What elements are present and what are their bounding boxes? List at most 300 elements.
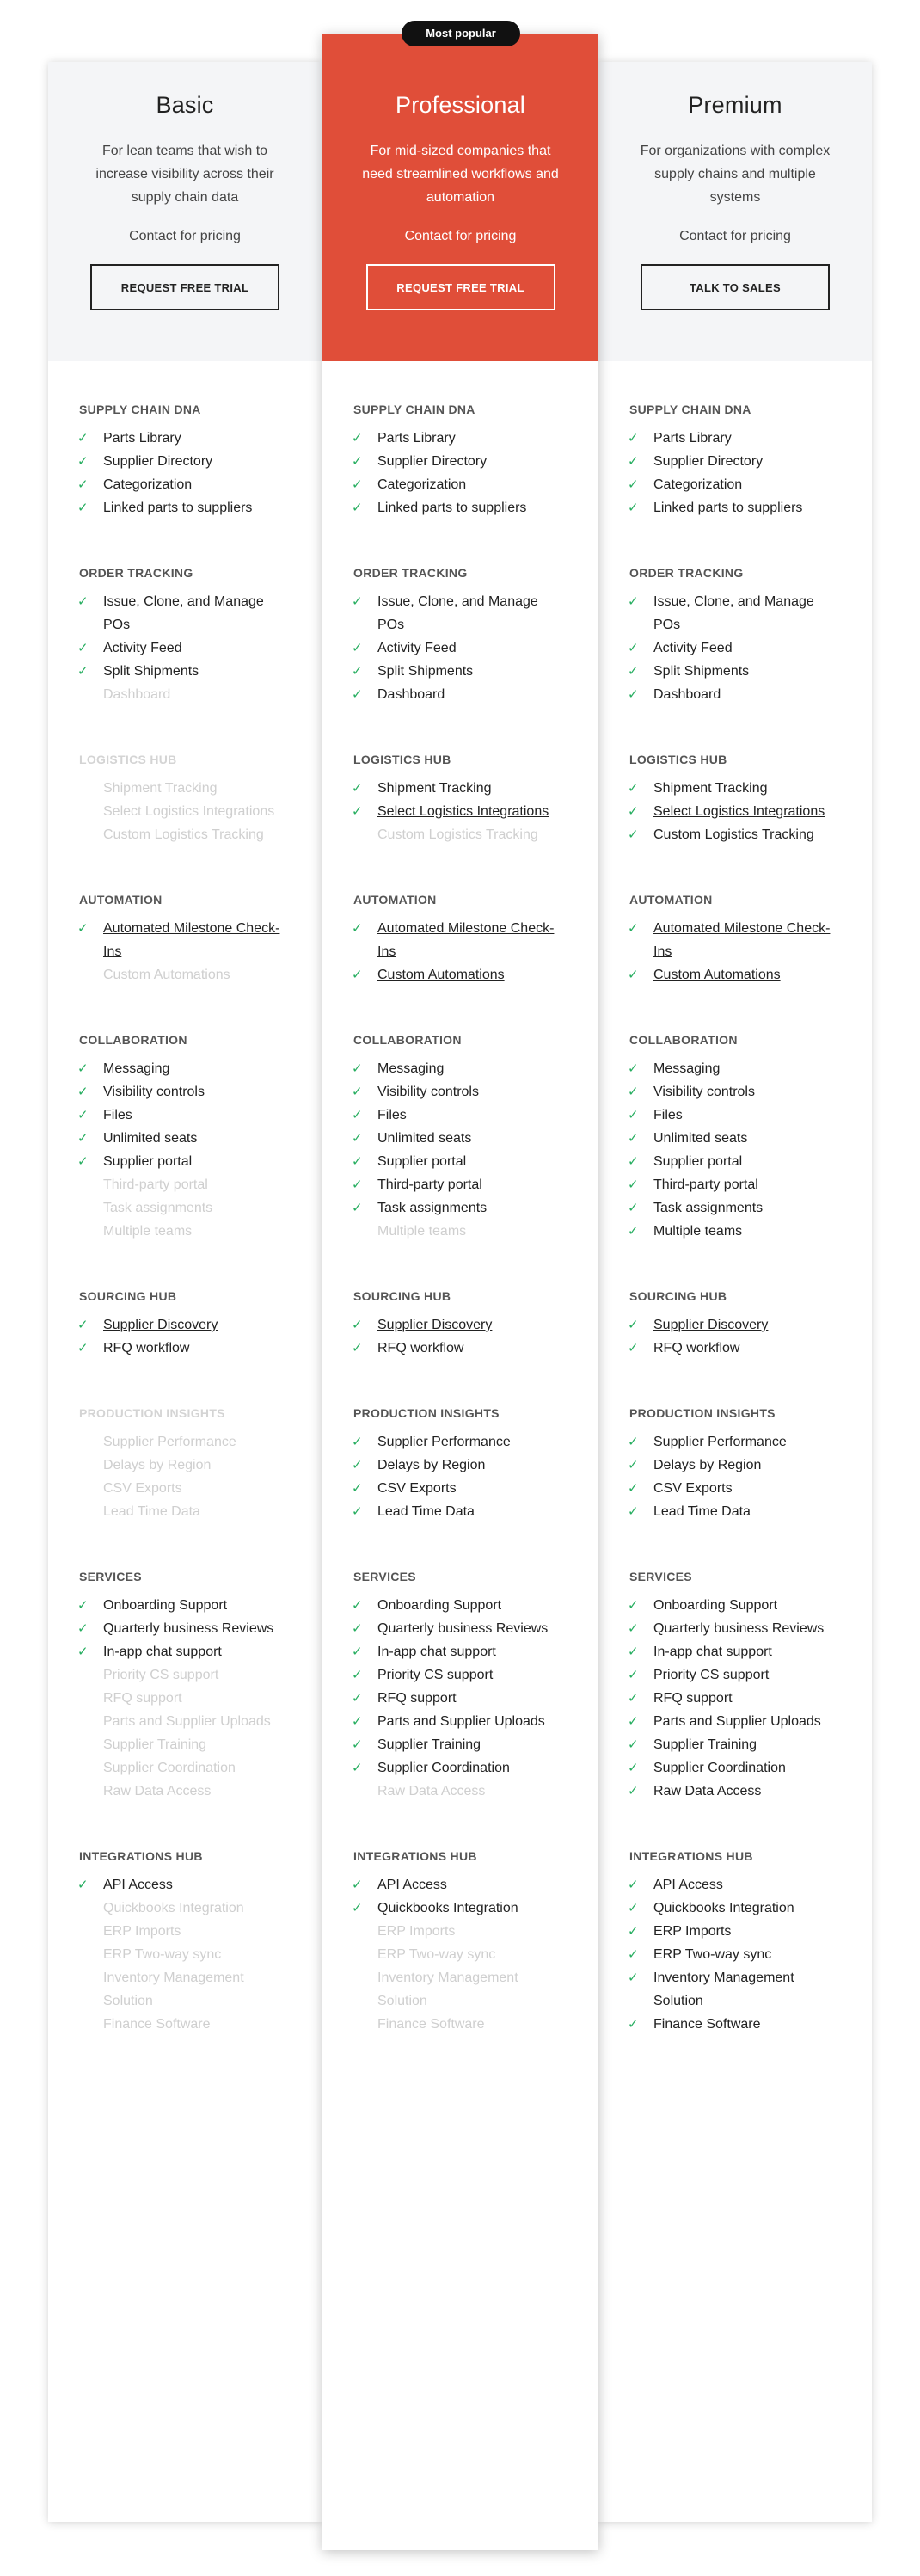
- feature-label: RFQ support: [653, 1691, 733, 1706]
- section-title: SUPPLY CHAIN DNA: [629, 403, 751, 416]
- feature-item: [352, 1454, 567, 1477]
- check-icon: ✓: [628, 1154, 639, 1169]
- check-icon: ✓: [352, 1458, 363, 1472]
- section-title: INTEGRATIONS HUB: [353, 1849, 477, 1863]
- feature-label: Quarterly business Reviews: [653, 1621, 825, 1636]
- feature-label: Quickbooks Integration: [653, 1901, 794, 1915]
- feature-item: [628, 450, 843, 473]
- check-icon: ✓: [628, 1085, 639, 1099]
- feature-label: Priority CS support: [103, 1668, 219, 1682]
- check-icon: ✓: [77, 477, 89, 492]
- feature-list: [322, 361, 598, 2036]
- feature-item: [628, 2013, 843, 2036]
- feature-item[interactable]: [352, 800, 567, 823]
- plan-card-premium: [598, 62, 872, 2522]
- feature-label: CSV Exports: [653, 1481, 733, 1496]
- check-icon: ✓: [352, 1154, 363, 1169]
- feature-label: Raw Data Access: [377, 1784, 486, 1798]
- feature-item: [352, 1080, 567, 1104]
- feature-label: Custom Logistics Tracking: [103, 827, 264, 842]
- feature-label: Split Shipments: [377, 664, 474, 679]
- feature-label: ERP Imports: [653, 1924, 732, 1939]
- feature-label: Shipment Tracking: [103, 781, 218, 796]
- section-title: COLLABORATION: [629, 1033, 738, 1047]
- feature-label: Parts Library: [377, 431, 456, 446]
- feature-label: Files: [653, 1108, 683, 1122]
- feature-label: Supplier Coordination: [653, 1761, 786, 1775]
- feature-section: [628, 1566, 855, 1803]
- feature-item: [77, 1594, 292, 1617]
- section-title: SOURCING HUB: [353, 1289, 451, 1303]
- check-icon: ✓: [352, 1201, 363, 1215]
- feature-item: [77, 1220, 292, 1243]
- check-icon: ✓: [352, 454, 363, 469]
- request-free-trial-button[interactable]: REQUEST FREE TRIAL: [366, 264, 555, 310]
- check-icon: ✓: [628, 1341, 639, 1356]
- check-icon: ✓: [628, 664, 639, 679]
- plan-description: For lean teams that wish to increase visibility across their supply chain data: [95, 144, 274, 205]
- feature-label: Visibility controls: [377, 1085, 479, 1099]
- feature-label: Supplier portal: [653, 1154, 743, 1169]
- feature-item[interactable]: [628, 1313, 843, 1337]
- feature-item: [352, 1733, 567, 1756]
- feature-label: Dashboard: [377, 687, 445, 702]
- feature-link[interactable]: Custom Automations: [653, 968, 781, 982]
- check-icon: ✓: [628, 501, 639, 515]
- feature-label: Third-party portal: [103, 1177, 208, 1192]
- feature-link[interactable]: Supplier Discovery: [653, 1318, 769, 1332]
- feature-item: [352, 1430, 567, 1454]
- feature-item: [628, 1897, 843, 1920]
- feature-item: [628, 1127, 843, 1150]
- feature-item: [352, 1663, 567, 1687]
- check-icon: ✓: [628, 1737, 639, 1752]
- feature-label: Parts and Supplier Uploads: [377, 1714, 545, 1729]
- feature-item: [77, 1710, 292, 1733]
- feature-label: Messaging: [377, 1061, 445, 1076]
- check-icon: ✓: [628, 1924, 639, 1939]
- feature-list: [598, 361, 872, 2036]
- feature-section: [77, 1030, 304, 1243]
- feature-label: Finance Software: [377, 2017, 485, 2032]
- feature-label: Supplier Performance: [377, 1435, 511, 1449]
- feature-item: [352, 1173, 567, 1196]
- section-title: SOURCING HUB: [79, 1289, 177, 1303]
- check-icon: ✓: [352, 921, 363, 936]
- section-title: ORDER TRACKING: [629, 566, 744, 580]
- feature-items: [628, 1873, 855, 2036]
- check-icon: ✓: [77, 1154, 89, 1169]
- section-title: COLLABORATION: [353, 1033, 462, 1047]
- check-icon: ✓: [77, 1318, 89, 1332]
- feature-list: [48, 361, 322, 2036]
- feature-item[interactable]: [77, 1313, 292, 1337]
- feature-label: Custom Automations: [103, 968, 230, 982]
- feature-item: [352, 1920, 567, 1943]
- feature-section: [628, 749, 855, 846]
- feature-label: CSV Exports: [377, 1481, 457, 1496]
- feature-label: Task assignments: [103, 1201, 213, 1215]
- feature-item[interactable]: [628, 800, 843, 823]
- feature-item: [628, 1500, 843, 1523]
- check-icon: ✓: [352, 1085, 363, 1099]
- section-title: LOGISTICS HUB: [629, 753, 727, 766]
- check-icon: ✓: [628, 827, 639, 842]
- feature-items: [628, 1594, 855, 1803]
- check-icon: ✓: [628, 1061, 639, 1076]
- feature-item: [77, 1687, 292, 1710]
- feature-label: Unlimited seats: [653, 1131, 748, 1146]
- feature-items: [628, 590, 855, 706]
- feature-label: Onboarding Support: [377, 1598, 502, 1613]
- feature-label: Activity Feed: [377, 641, 457, 655]
- feature-label: Task assignments: [377, 1201, 488, 1215]
- section-title: ORDER TRACKING: [79, 566, 193, 580]
- feature-label: Supplier Training: [653, 1737, 757, 1752]
- feature-link[interactable]: Automated Milestone Check-Ins: [653, 921, 831, 959]
- feature-item: [77, 660, 292, 683]
- feature-item: [352, 1057, 567, 1080]
- feature-item: [77, 1454, 292, 1477]
- feature-label: Parts Library: [653, 431, 732, 446]
- feature-item[interactable]: [628, 963, 843, 987]
- feature-item: [628, 1196, 843, 1220]
- check-icon: ✓: [77, 501, 89, 515]
- feature-label: Priority CS support: [377, 1668, 494, 1682]
- feature-label: Files: [103, 1108, 132, 1122]
- feature-items: [628, 1057, 855, 1243]
- check-icon: ✓: [628, 1435, 639, 1449]
- feature-label: Split Shipments: [653, 664, 750, 679]
- plan-header: [598, 62, 872, 361]
- check-icon: ✓: [352, 1901, 363, 1915]
- check-icon: ✓: [352, 1737, 363, 1752]
- feature-item: [77, 1337, 292, 1360]
- feature-item: [352, 2013, 567, 2036]
- feature-item: [352, 1104, 567, 1127]
- check-icon: ✓: [352, 1645, 363, 1659]
- feature-items: [352, 427, 581, 520]
- check-icon: ✓: [77, 454, 89, 469]
- feature-item: [77, 1196, 292, 1220]
- plan-name: Basic: [156, 92, 214, 118]
- feature-label: Supplier Coordination: [377, 1761, 510, 1775]
- check-icon: ✓: [628, 1458, 639, 1472]
- feature-label: Priority CS support: [653, 1668, 770, 1682]
- section-title: LOGISTICS HUB: [79, 753, 177, 766]
- feature-item: [352, 1150, 567, 1173]
- check-icon: ✓: [628, 921, 639, 936]
- feature-label: RFQ support: [103, 1691, 182, 1706]
- check-icon: ✓: [628, 1691, 639, 1706]
- section-title: SUPPLY CHAIN DNA: [353, 403, 475, 416]
- feature-label: Supplier Performance: [103, 1435, 236, 1449]
- check-icon: ✓: [77, 594, 89, 609]
- feature-item: [352, 1897, 567, 1920]
- feature-item: [352, 1127, 567, 1150]
- check-icon: ✓: [352, 1318, 363, 1332]
- check-icon: ✓: [77, 1085, 89, 1099]
- feature-item: [352, 1756, 567, 1780]
- section-title: INTEGRATIONS HUB: [629, 1849, 753, 1863]
- feature-label: Issue, Clone, and Manage POs: [103, 594, 264, 632]
- check-icon: ✓: [77, 431, 89, 446]
- feature-label: RFQ workflow: [377, 1341, 464, 1356]
- check-icon: ✓: [352, 1061, 363, 1076]
- check-icon: ✓: [628, 687, 639, 702]
- feature-item: [352, 1780, 567, 1803]
- feature-item: [77, 1173, 292, 1196]
- feature-label: Linked parts to suppliers: [103, 501, 253, 515]
- feature-label: Categorization: [103, 477, 193, 492]
- check-icon: ✓: [352, 1131, 363, 1146]
- check-icon: ✓: [77, 921, 89, 936]
- feature-items: [628, 917, 855, 987]
- feature-item: [352, 1943, 567, 1966]
- feature-item: [352, 1500, 567, 1523]
- feature-item: [628, 1104, 843, 1127]
- feature-item: [628, 1080, 843, 1104]
- talk-to-sales-button[interactable]: TALK TO SALES: [641, 264, 830, 310]
- feature-item: [77, 1477, 292, 1500]
- feature-label: Visibility controls: [653, 1085, 755, 1099]
- feature-section: [77, 1566, 304, 1803]
- feature-label: Shipment Tracking: [377, 781, 492, 796]
- feature-label: Dashboard: [103, 687, 171, 702]
- feature-item: [352, 660, 567, 683]
- feature-item: [628, 1873, 843, 1897]
- feature-item: [77, 1617, 292, 1640]
- feature-link[interactable]: Select Logistics Integrations: [377, 804, 549, 819]
- feature-label: Multiple teams: [377, 1224, 467, 1239]
- feature-label: Issue, Clone, and Manage POs: [653, 594, 814, 632]
- section-title: PRODUCTION INSIGHTS: [353, 1406, 500, 1420]
- feature-item: [77, 1640, 292, 1663]
- feature-items: [352, 1430, 581, 1523]
- feature-item: [77, 2013, 292, 2036]
- feature-label: Raw Data Access: [103, 1784, 212, 1798]
- feature-label: Delays by Region: [377, 1458, 486, 1472]
- feature-item: [77, 1080, 292, 1104]
- feature-label: Visibility controls: [103, 1085, 205, 1099]
- feature-item: [628, 1663, 843, 1687]
- feature-label: Task assignments: [653, 1201, 764, 1215]
- section-title: PRODUCTION INSIGHTS: [629, 1406, 776, 1420]
- check-icon: ✓: [628, 781, 639, 796]
- feature-item: [77, 1873, 292, 1897]
- feature-item: [352, 1594, 567, 1617]
- check-icon: ✓: [352, 641, 363, 655]
- feature-label: Inventory Management Solution: [103, 1970, 244, 2008]
- check-icon: ✓: [628, 968, 639, 982]
- check-icon: ✓: [628, 804, 639, 819]
- feature-link[interactable]: Automated Milestone Check-Ins: [103, 921, 280, 959]
- feature-label: Finance Software: [653, 2017, 761, 2032]
- plan-price: Contact for pricing: [129, 229, 241, 243]
- feature-label: In-app chat support: [377, 1645, 496, 1659]
- check-icon: ✓: [352, 1341, 363, 1356]
- feature-label: Quickbooks Integration: [103, 1901, 244, 1915]
- check-icon: ✓: [628, 1598, 639, 1613]
- feature-item: [628, 823, 843, 846]
- feature-label: Activity Feed: [103, 641, 182, 655]
- plan-description: For organizations with complex supply chains and multiple systems: [640, 144, 831, 205]
- check-icon: ✓: [352, 968, 363, 982]
- check-icon: ✓: [77, 641, 89, 655]
- feature-section: [352, 399, 581, 520]
- feature-item[interactable]: [77, 917, 292, 963]
- check-icon: ✓: [352, 687, 363, 702]
- feature-label: ERP Two-way sync: [653, 1947, 772, 1962]
- feature-label: API Access: [377, 1878, 447, 1892]
- feature-items: [77, 1057, 304, 1243]
- feature-section: [352, 1566, 581, 1803]
- feature-item: [352, 1710, 567, 1733]
- feature-item: [628, 1594, 843, 1617]
- check-icon: ✓: [77, 1621, 89, 1636]
- plan-header: [48, 62, 322, 361]
- feature-label: Delays by Region: [103, 1458, 212, 1472]
- check-icon: ✓: [628, 1947, 639, 1962]
- feature-item: [77, 1430, 292, 1454]
- feature-item: [628, 1966, 843, 2013]
- section-title: SERVICES: [629, 1570, 692, 1583]
- feature-item: [628, 496, 843, 520]
- feature-items: [352, 917, 581, 987]
- check-icon: ✓: [352, 1761, 363, 1775]
- feature-item[interactable]: [352, 917, 567, 963]
- feature-item: [628, 1173, 843, 1196]
- feature-item: [628, 1617, 843, 1640]
- feature-item: [352, 450, 567, 473]
- feature-section: [77, 563, 304, 706]
- feature-label: Files: [377, 1108, 407, 1122]
- check-icon: ✓: [352, 1435, 363, 1449]
- feature-label: Delays by Region: [653, 1458, 762, 1472]
- feature-item: [628, 660, 843, 683]
- feature-section: [628, 1286, 855, 1360]
- feature-item: [77, 450, 292, 473]
- check-icon: ✓: [628, 1621, 639, 1636]
- feature-label: Custom Logistics Tracking: [377, 827, 538, 842]
- feature-link[interactable]: Automated Milestone Check-Ins: [377, 921, 555, 959]
- feature-items: [628, 1313, 855, 1360]
- feature-label: Parts and Supplier Uploads: [103, 1714, 271, 1729]
- check-icon: ✓: [352, 1714, 363, 1729]
- feature-item: [628, 1920, 843, 1943]
- feature-item: [77, 1663, 292, 1687]
- plan-name: Premium: [688, 92, 782, 118]
- check-icon: ✓: [628, 1784, 639, 1798]
- feature-items: [77, 1594, 304, 1803]
- feature-label: ERP Imports: [377, 1924, 456, 1939]
- feature-section: [352, 1403, 581, 1523]
- feature-section: [77, 749, 304, 846]
- feature-item: [628, 1733, 843, 1756]
- feature-label: ERP Two-way sync: [103, 1947, 222, 1962]
- feature-section: [628, 399, 855, 520]
- check-icon: ✓: [628, 1224, 639, 1239]
- feature-item: [628, 1687, 843, 1710]
- feature-label: Categorization: [377, 477, 467, 492]
- feature-link[interactable]: Supplier Discovery: [377, 1318, 493, 1332]
- check-icon: ✓: [628, 641, 639, 655]
- feature-label: API Access: [103, 1878, 173, 1892]
- feature-label: API Access: [653, 1878, 723, 1892]
- feature-item: [628, 1430, 843, 1454]
- check-icon: ✓: [352, 477, 363, 492]
- feature-link[interactable]: Supplier Discovery: [103, 1318, 218, 1332]
- feature-label: Supplier Training: [377, 1737, 481, 1752]
- feature-item: [628, 427, 843, 450]
- feature-items: [77, 1313, 304, 1360]
- feature-label: RFQ workflow: [103, 1341, 190, 1356]
- feature-label: Multiple teams: [103, 1224, 193, 1239]
- section-title: COLLABORATION: [79, 1033, 187, 1047]
- feature-label: Quickbooks Integration: [377, 1901, 518, 1915]
- request-free-trial-button[interactable]: REQUEST FREE TRIAL: [90, 264, 279, 310]
- feature-item: [628, 590, 843, 636]
- section-title: LOGISTICS HUB: [353, 753, 451, 766]
- plan-price: Contact for pricing: [679, 229, 791, 243]
- feature-label: Linked parts to suppliers: [653, 501, 803, 515]
- feature-label: Unlimited seats: [377, 1131, 472, 1146]
- feature-link[interactable]: Select Logistics Integrations: [653, 804, 825, 819]
- check-icon: ✓: [352, 1878, 363, 1892]
- feature-item: [77, 1733, 292, 1756]
- feature-label: Messaging: [103, 1061, 170, 1076]
- feature-item: [628, 1943, 843, 1966]
- feature-section: [352, 749, 581, 846]
- feature-label: Activity Feed: [653, 641, 733, 655]
- feature-item: [628, 777, 843, 800]
- feature-label: Split Shipments: [103, 664, 199, 679]
- section-title: SERVICES: [79, 1570, 142, 1583]
- feature-label: Supplier Coordination: [103, 1761, 236, 1775]
- feature-item: [628, 1150, 843, 1173]
- feature-items: [352, 777, 581, 846]
- check-icon: ✓: [352, 594, 363, 609]
- check-icon: ✓: [352, 1668, 363, 1682]
- feature-label: Inventory Management Solution: [377, 1970, 518, 2008]
- feature-items: [77, 917, 304, 987]
- feature-item: [77, 1897, 292, 1920]
- feature-section: [628, 1403, 855, 1523]
- check-icon: ✓: [352, 1108, 363, 1122]
- feature-item: [352, 1687, 567, 1710]
- check-icon: ✓: [628, 1504, 639, 1519]
- feature-item: [77, 1920, 292, 1943]
- plan-header: [322, 34, 598, 361]
- feature-item: [628, 1454, 843, 1477]
- feature-label: Inventory Management Solution: [653, 1970, 794, 2008]
- feature-label: Supplier Performance: [653, 1435, 787, 1449]
- feature-label: Select Logistics Integrations: [103, 804, 275, 819]
- check-icon: ✓: [628, 1481, 639, 1496]
- feature-item[interactable]: [352, 963, 567, 987]
- check-icon: ✓: [77, 1108, 89, 1122]
- check-icon: ✓: [352, 1598, 363, 1613]
- check-icon: ✓: [628, 1714, 639, 1729]
- feature-item[interactable]: [352, 1313, 567, 1337]
- feature-label: Unlimited seats: [103, 1131, 198, 1146]
- feature-item[interactable]: [628, 917, 843, 963]
- section-title: ORDER TRACKING: [353, 566, 468, 580]
- feature-label: Messaging: [653, 1061, 721, 1076]
- feature-item: [77, 1104, 292, 1127]
- check-icon: ✓: [628, 1970, 639, 1985]
- feature-link[interactable]: Custom Automations: [377, 968, 505, 982]
